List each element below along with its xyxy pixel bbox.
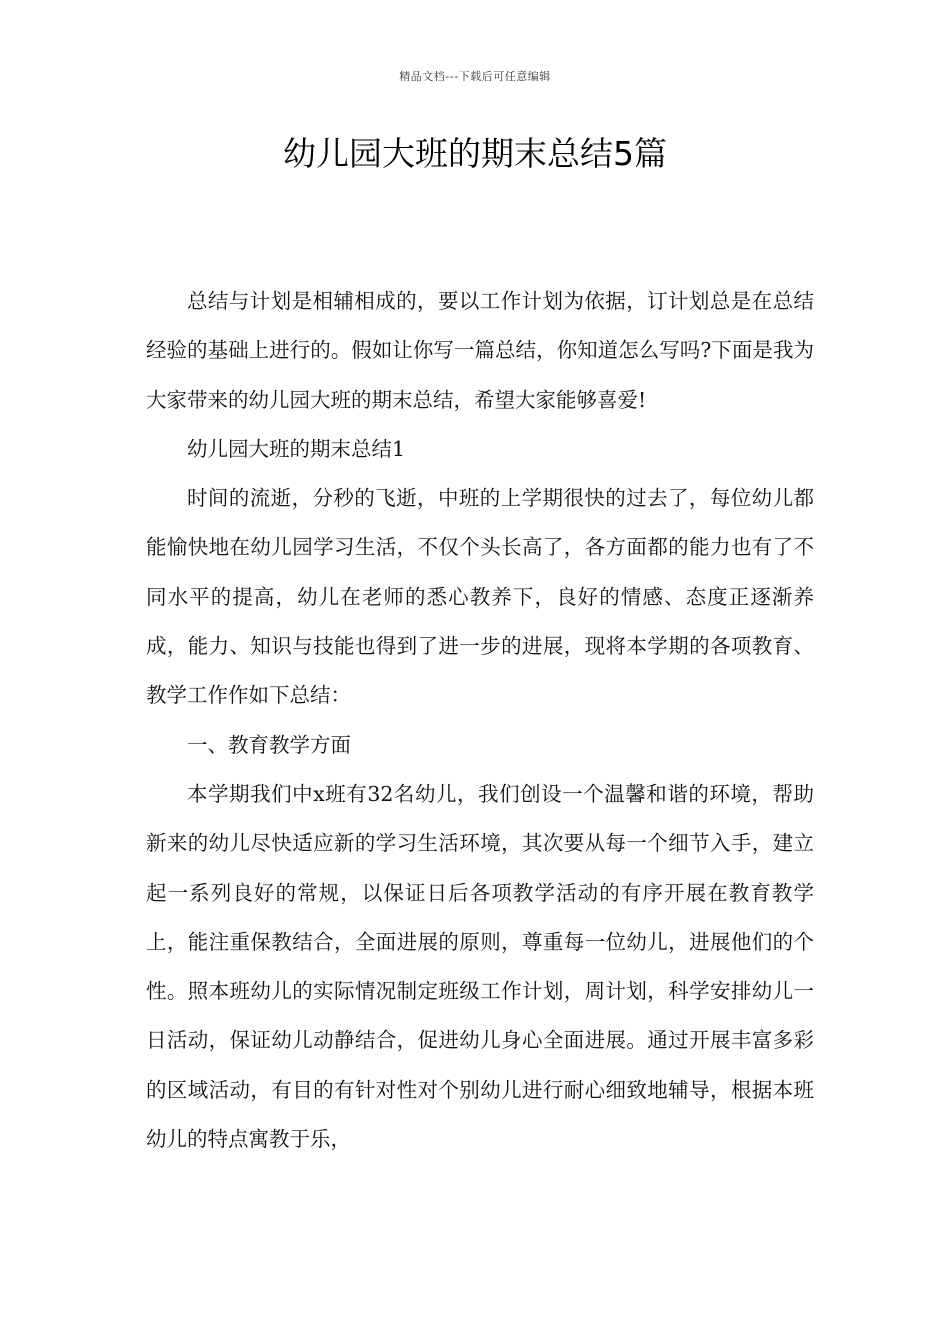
document-title: 幼儿园大班的期末总结5篇 bbox=[283, 134, 667, 173]
section-heading-education: 一、教育教学方面 bbox=[187, 732, 351, 757]
header-note: 精品文档---下载后可任意编辑 bbox=[399, 70, 551, 83]
document-body bbox=[146, 277, 814, 1164]
intro-paragraph: 总结与计划是相辅相成的，要以工作计划为依据，订计划总是在总结经验的基础上进行的。假如让你写一篇总结，你知道怎么写吗?下面是我为大家带来的幼儿园大班的期末总结，希望大家能够喜爱! bbox=[146, 289, 814, 412]
body-paragraph: 时间的流逝，分秒的飞逝，中班的上学期很快的过去了，每位幼儿都能愉快地在幼儿园学习生活，不仅个头长高了，各方面都的能力也有了不同水平的提高，幼儿在老师的悉心教养下，良好的情感、态度正逐渐养成，能力、知识与技能也得到了进一步的进展，现将本学期的各项教育、教学工作作如下总结： bbox=[146, 486, 814, 708]
body-paragraph: 本学期我们中x班有32名幼儿，我们创设一个温馨和谐的环境，帮助新来的幼儿尽快适应新的学习生活环境，其次要从每一个细节入手，建立起一系列良好的常规，以保证日后各项教学活动的有序开展在教育教学上，能注重保教结合，全面进展的原则，尊重每一位幼儿，进展他们的个性。照本班幼儿的实际情况制定班级工作计划，周计划，科学安排幼儿一日活动，保证幼儿动静结合，促进幼儿身心全面进展。通过开展丰富多彩的区域活动，有目的有针对性对个别幼儿进行耐心细致地辅导，根据本班幼儿的特点寓教于乐， bbox=[146, 781, 814, 1152]
section-heading-summary-1: 幼儿园大班的期末总结1 bbox=[187, 436, 406, 461]
